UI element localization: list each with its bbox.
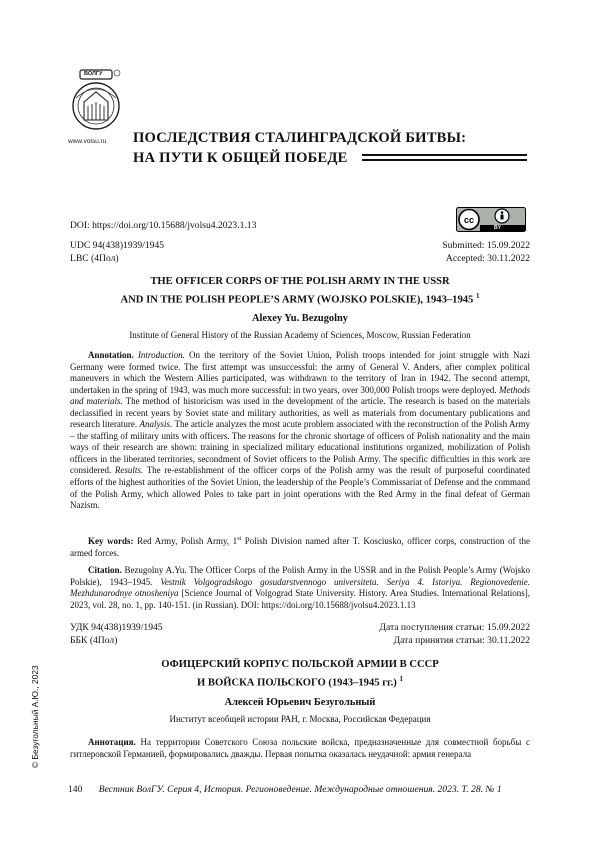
page-number: 140 [68, 784, 83, 795]
section-heading [133, 128, 466, 168]
abstract-ru-text: На территории Советского Союза польские войска, предназначенные для совместной борьбы с гитлеровской Германией, формировались дважды. Первая попытка оказалась неудачной: армия генерала [70, 737, 530, 759]
article-title-ru-line2: И ВОЙСКА ПОЛЬСКОГО (1943–1945 гг.) [197, 677, 397, 689]
udc-code: UDC 94(438)1939/1945 [70, 240, 165, 251]
lbc-code: LBC (4Пол) [70, 253, 119, 264]
keywords-ordinal: st [237, 536, 242, 542]
article-title-en-line1: THE OFFICER CORPS OF THE POLISH ARMY IN THE USSR [150, 276, 450, 287]
university-seal-icon [70, 68, 122, 134]
intro-label: Introduction. [137, 350, 185, 360]
cc-by-license-badge[interactable] [456, 207, 526, 232]
bbk-code: ББК (4Пол) [70, 635, 118, 646]
received-date-ru: Дата поступления статьи: 15.09.2022 [379, 622, 530, 633]
author-name-ru: Алексей Юрьевич Безугольный [224, 697, 376, 708]
logo-text: ВОЛГУ [84, 71, 103, 77]
submitted-date: Submitted: 15.09.2022 [442, 240, 530, 251]
title-ru-footnote-mark[interactable]: 1 [399, 675, 403, 683]
affiliation-en: Institute of General History of the Russian Academy of Sciences, Moscow, Russian Federation [129, 330, 471, 340]
accepted-date: Accepted: 30.11.2022 [445, 253, 530, 264]
methods-label: Methods and materials. [70, 384, 530, 407]
analysis-label: Analysis. [139, 419, 173, 430]
section-heading-line1: ПОСЛЕДСТВИЯ СТАЛИНГРАДСКОЙ БИТВЫ: [133, 130, 467, 146]
keywords-text-a: Red Army, Polish Army, 1 [137, 536, 238, 546]
article-title-en-line2: AND IN THE POLISH PEOPLE’S ARMY (WOJSKO POLSKIE), 1943–1945 [120, 294, 474, 306]
abstract-text-3: The article analyzes the most acute problem associated with the reconstruction of the Polish Army – the staffing of military units with officers. The reasons for the chronic shortage of officers of Polish nationality and the main ways of their research are shown: training in specialized military educational institutions organized, mobilization of Polish officers in the liberated territories, secondment of Soviet officers to the Polish Army. The specific difficulties in this work are considered. [70, 419, 530, 476]
citation-journal: Vestnik Volgogradskogo gosudarstvennogo universiteta. Seriya 4. Istoriya. Regionovedenie. Mezhdunarodnye otnosheniya [70, 576, 531, 599]
abstract-text-2: The method of historicism was used in the development of the article. The research is based on the materials declassified in recent years by Soviet state and military authorities, as well as materials from documentary publications and research literature. [70, 396, 530, 430]
heading-rule [362, 154, 527, 161]
udk-code: УДК 94(438)1939/1945 [70, 622, 163, 633]
keywords-en [70, 534, 530, 559]
creative-commons-icon [456, 207, 526, 232]
article-title-ru [70, 657, 530, 691]
keywords-text-b: Polish Division named after T. Kosciusko, officer corps, construction of the armed forces. [70, 536, 531, 558]
abstract-label: Annotation. [88, 350, 134, 360]
license-badge-label: BY [494, 224, 501, 231]
accepted-date-ru: Дата принятия статьи: 30.11.2022 [393, 635, 530, 646]
article-title-ru-line1: ОФИЦЕРСКИЙ КОРПУС ПОЛЬСКОЙ АРМИИ В СССР [161, 659, 439, 670]
university-logo [70, 68, 122, 139]
results-label: Results. [114, 465, 144, 476]
author-name-en: Alexey Yu. Bezugolny [252, 313, 348, 324]
journal-running-title: Вестник ВолГУ. Серия 4, История. Регионоведение. Международные отношения. 2023. Т. 28. № 1 [98, 784, 502, 795]
page-footer [68, 784, 502, 795]
abstract-ru [70, 737, 530, 760]
citation-text-a: Bezugolny A.Yu. The Officer Corps of the Polish Army in the USSR and in the Polish People’s Army (Wojsko Polskie), 1943–1945. [70, 565, 531, 587]
title-footnote-mark[interactable]: 1 [476, 292, 480, 300]
svg-text:cc: cc [463, 215, 475, 225]
citation-en [70, 565, 530, 611]
doi-link[interactable]: DOI: https://doi.org/10.15688/jvolsu4.2023.1.13 [70, 220, 257, 231]
abstract-en [70, 350, 530, 512]
abstract-ru-label: Аннотация. [88, 737, 136, 747]
site-url[interactable]: www.volsu.ru [68, 138, 107, 145]
copyright-vertical: © Безугольный А.Ю., 2023 [30, 665, 40, 768]
affiliation-ru: Институт всеобщей истории РАН, г. Москва, Российская Федерация [169, 714, 431, 724]
citation-label: Citation. [88, 565, 122, 575]
abstract-text-1: On the territory of the Soviet Union, Polish troops intended for joint struggle with Nazi Germany were formed twice. The first attempt was unsuccessful: the army of General V. Anders, after complex political maneuvers in which the Western Allies participated, was withdrawn to the territory of Iran in 1942. The second attempt, undertaken in the spring of 1943, was much more successful: in two years, over 300,000 Polish troops were deployed. [70, 350, 531, 395]
citation-text-b[interactable]: [Science Journal of Volgograd State University. History. Area Studies. International Relations], 2023, vol. 28, no. 1, pp. 140-151. (in Russian). DOI: https://doi.org/10.15688/jvolsu4.2023.1.13 [70, 588, 531, 610]
section-heading-line2: НА ПУТИ К ОБЩЕЙ ПОБЕДЕ [133, 150, 348, 166]
abstract-text-4: The re-establishment of the officer corps of the Polish army was the result of purposeful coordinated efforts of the highest authorities of the Soviet Union, the leadership of the People’s Commissariat of Defense and the command of the Polish Army, which allowed Poles to take part in joint operations with the Red Army in the final defeat of German Nazism. [70, 465, 531, 511]
article-title-en [70, 274, 530, 308]
keywords-label: Key words: [88, 536, 134, 546]
